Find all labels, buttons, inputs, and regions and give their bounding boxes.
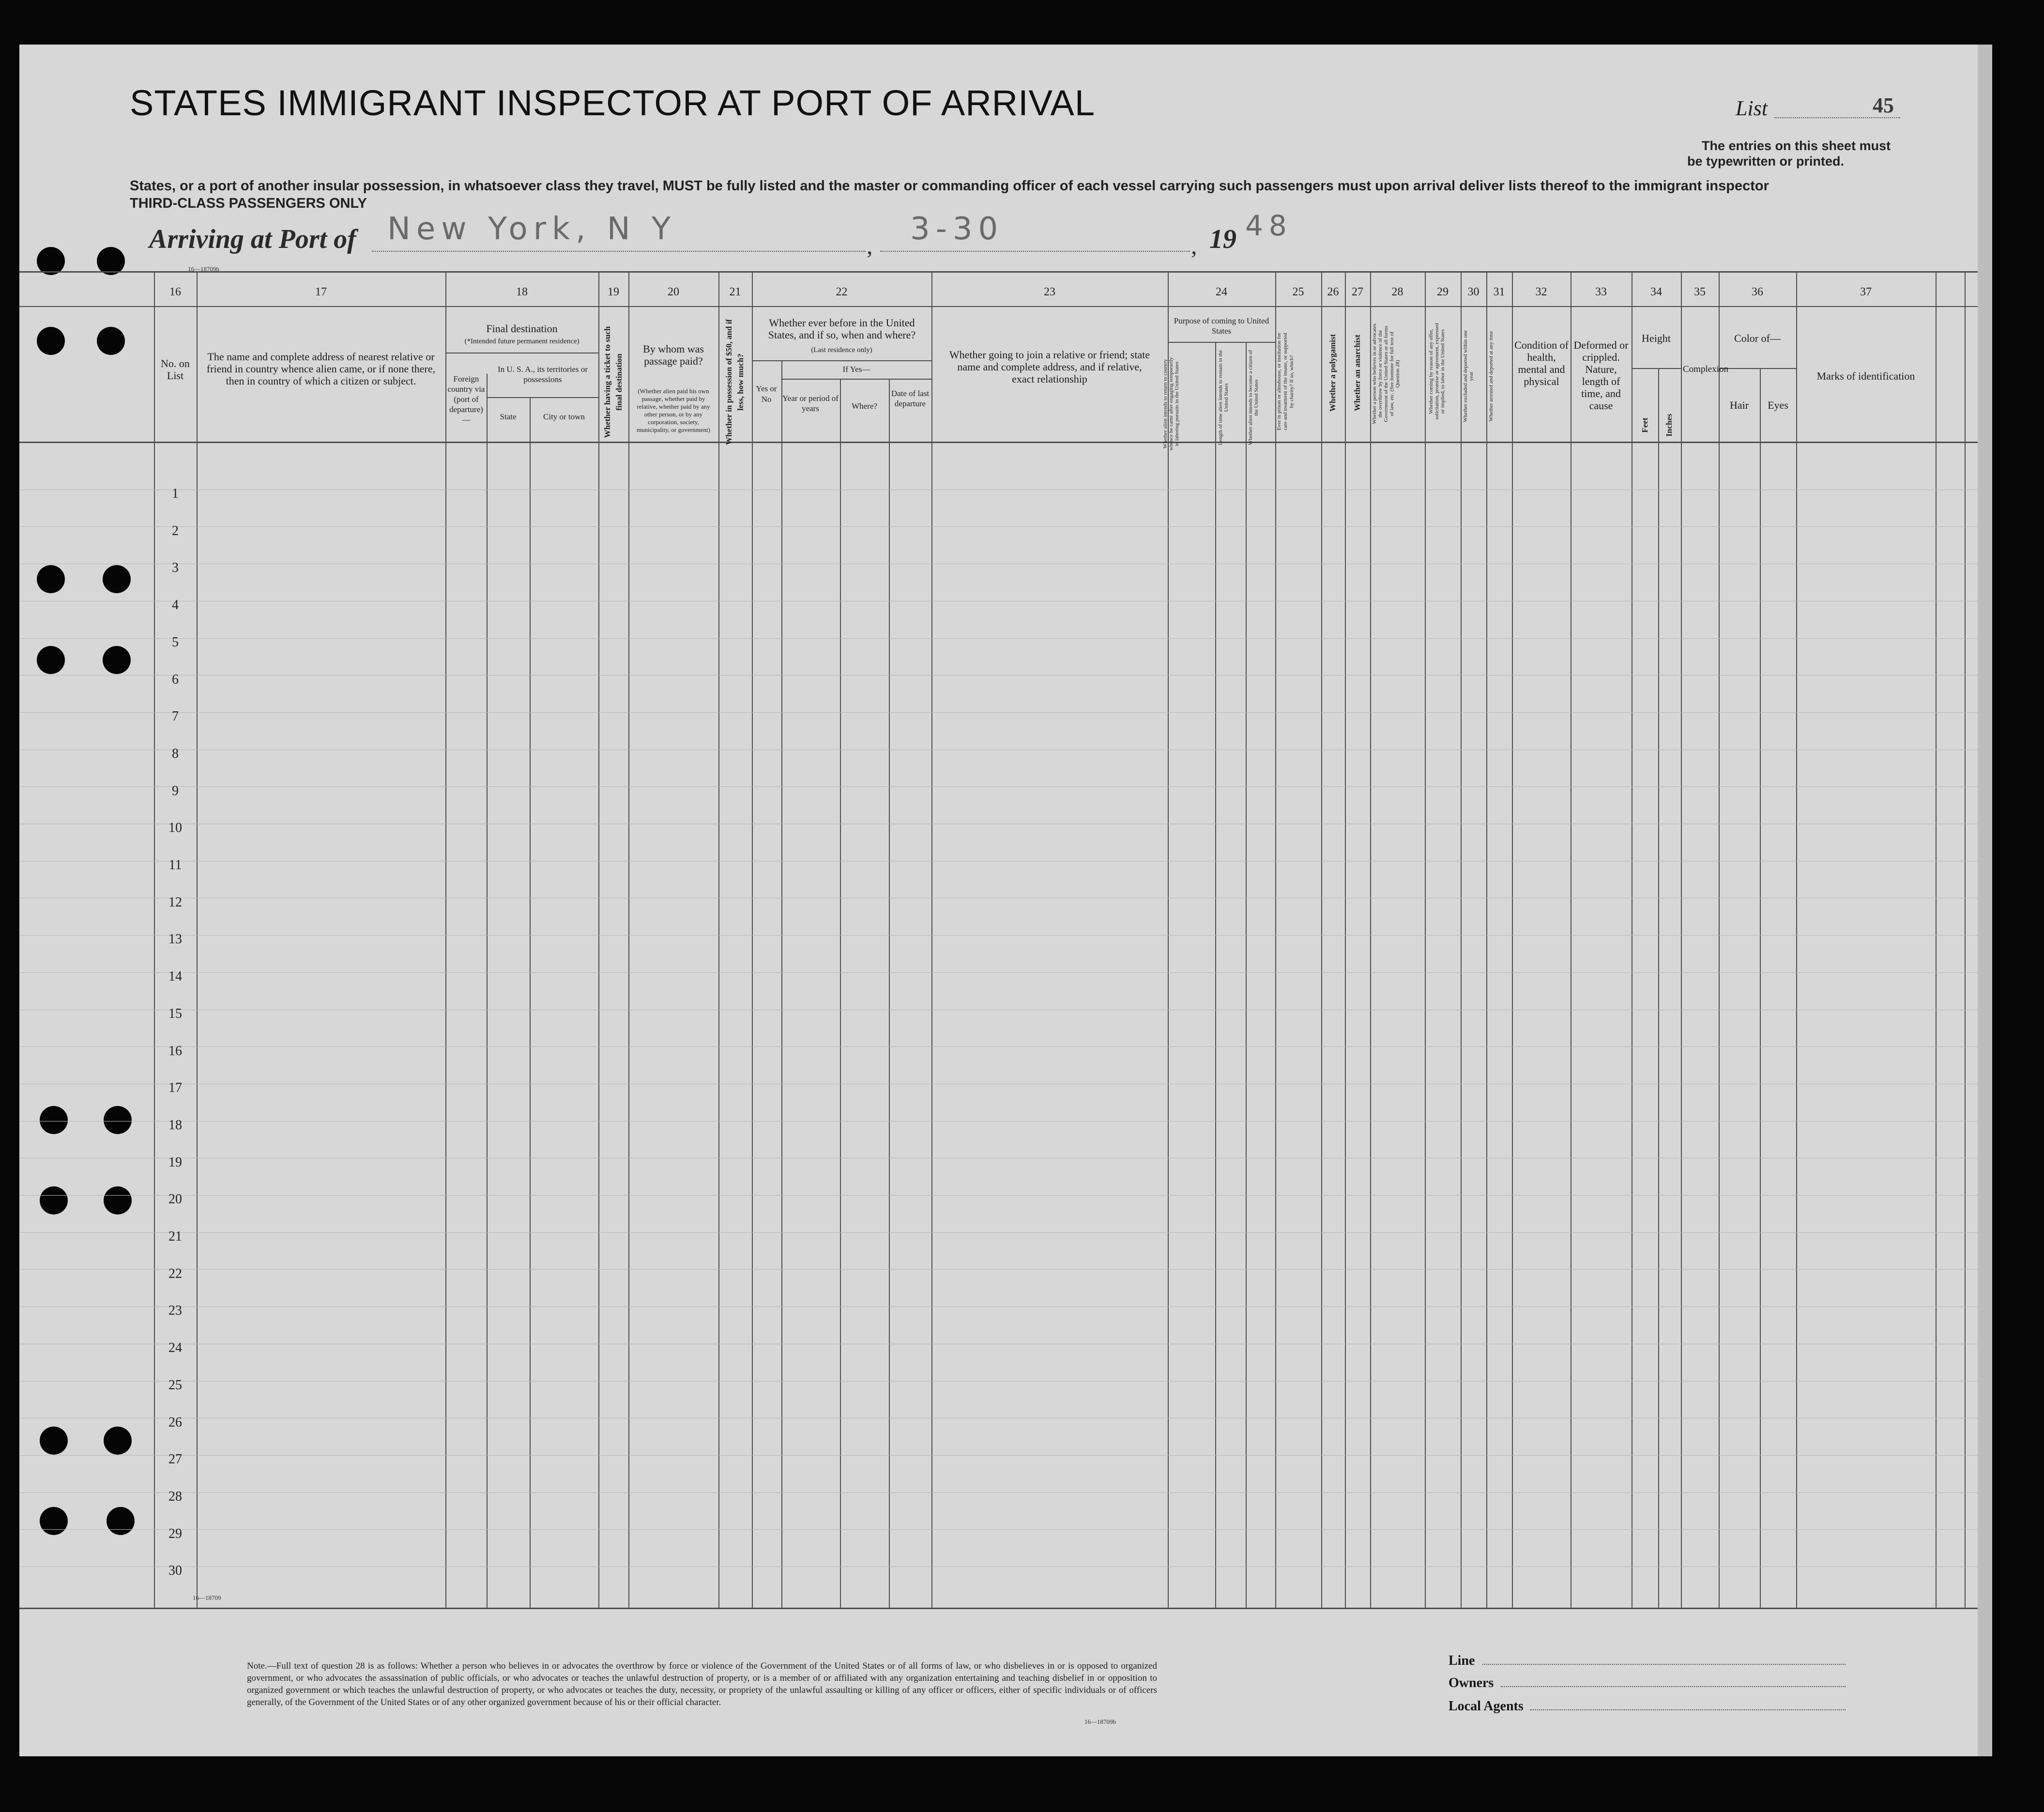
punch-hole — [40, 1427, 68, 1455]
column-number: 26 — [1327, 286, 1339, 298]
column-divider — [752, 271, 753, 1608]
column-number: 37 — [1860, 286, 1872, 298]
header-health: Condition of health, mental and physical — [1514, 339, 1569, 387]
column-number: 31 — [1493, 286, 1505, 298]
subheader-line — [1632, 368, 1681, 369]
owners-field[interactable] — [1501, 1686, 1846, 1687]
column-divider — [1425, 271, 1426, 1608]
local-agents-label: Local Agents — [1449, 1699, 1524, 1714]
form-sheet — [19, 45, 1992, 1756]
row-number: 8 — [172, 746, 179, 761]
column-number: 29 — [1437, 286, 1449, 298]
row-guide-line — [19, 1232, 1978, 1233]
list-number: 45 — [1873, 93, 1894, 117]
row-guide-line — [19, 1195, 1978, 1196]
row-guide-line — [19, 972, 1978, 973]
comma: , — [1191, 232, 1197, 259]
row-number: 11 — [168, 858, 182, 873]
header-ever-before-in-us: Whether ever before in the United States, and if so, when and where? — [768, 317, 916, 341]
column-number: 35 — [1694, 286, 1706, 298]
header-height: Height — [1642, 332, 1671, 344]
header-color-of: Color of— — [1734, 332, 1781, 344]
column-number: 33 — [1595, 286, 1607, 298]
header-polygamist: Whether a polygamist — [1328, 334, 1337, 412]
port-handwritten: New York, N Y — [387, 211, 677, 247]
row-number: 28 — [168, 1489, 182, 1504]
header-foreign-country: Foreign country via (port of departure)— — [447, 374, 485, 424]
punch-hole — [103, 565, 131, 593]
row-number: 16 — [168, 1043, 182, 1059]
header-feet: Feet — [1640, 417, 1649, 433]
header-purpose: Purpose of coming to United States — [1174, 316, 1269, 336]
column-divider — [931, 271, 932, 1608]
column-number: 32 — [1535, 286, 1547, 298]
row-guide-line — [19, 786, 1978, 787]
column-divider — [628, 271, 629, 1608]
column-number: 24 — [1216, 286, 1227, 298]
table-top-border — [19, 271, 1978, 273]
column-divider — [840, 379, 841, 1608]
class-line: THIRD-CLASS PASSENGERS ONLY — [130, 196, 367, 211]
row-guide-line — [19, 712, 1978, 713]
header-marks: Marks of identification — [1816, 370, 1915, 382]
line-field[interactable] — [1482, 1664, 1846, 1665]
row-number: 1 — [172, 486, 179, 501]
column-number: 17 — [315, 286, 327, 298]
punch-hole — [37, 327, 65, 355]
row-number: 2 — [172, 523, 179, 538]
row-number: 19 — [168, 1154, 182, 1170]
column-divider — [1461, 271, 1462, 1608]
header-complexion: Complexion — [1683, 364, 1728, 374]
punch-hole — [40, 1106, 68, 1134]
form-code-top: 16—18709b — [188, 265, 219, 273]
row-number: 15 — [168, 1006, 182, 1021]
port-line — [372, 251, 866, 252]
punch-hole — [37, 646, 65, 674]
header-where: Where? — [852, 401, 877, 411]
punch-hole — [40, 1507, 68, 1535]
header-state: State — [500, 412, 517, 421]
column-divider — [530, 397, 531, 1608]
header-hair: Hair — [1729, 399, 1749, 411]
row-number: 25 — [168, 1377, 182, 1393]
row-number: 23 — [168, 1303, 182, 1319]
table-bottom-border — [19, 1608, 1978, 1609]
row-number: 4 — [172, 598, 179, 613]
question-28-note: Note.—Full text of question 28 is as follows: Whether a person who believes in or advocates the overthrow by force or violence of the Government of the United States or of all forms of law, or who disbelieves in or is opposed to organized government, or who advocates the assassination of public officials, or who advocates or teaches the unlawful destruction of property, or is a member of or affiliated with any organization entertaining and teaching disbelief in or opposition to organized government or which teaches the unlawful destruction of property, or who advocates or teaches the duty, necessity, or propriety of the unlawful assaulting or killing of any officer or officers, either of specific individuals or of officers generally, of the Government of the United States or of any other organized government because of his or their official character. — [247, 1661, 1157, 1707]
header-prison: Ever in prison or almshouse, or institution for care and treatment of the insane, or supported by charity? If so, which? — [1276, 333, 1295, 430]
row-number: 5 — [172, 634, 179, 650]
row-number: 9 — [172, 783, 179, 799]
column-divider — [1486, 271, 1487, 1608]
column-divider — [1719, 271, 1720, 1608]
punch-hole — [104, 1427, 132, 1455]
note-form-code: 16—18709b — [1084, 1718, 1116, 1725]
column-number: 19 — [608, 286, 619, 298]
header-city: City or town — [543, 412, 585, 421]
form-title: STATES IMMIGRANT INSPECTOR AT PORT OF ARRIVAL — [130, 83, 1096, 123]
subheader-line — [781, 379, 931, 380]
header-anarchist: Whether an anarchist — [1353, 334, 1362, 412]
list-label: List — [1736, 96, 1768, 120]
row-number: 29 — [168, 1526, 182, 1541]
typewritten-note: The entries on this sheet must — [1702, 138, 1891, 153]
header-passage-paid-sub: (Whether alien paid his own passage, whether paid by relative, whether paid by any other person, or by any corporation, society, municipality, or government) — [637, 387, 710, 433]
row-guide-line — [19, 1269, 1978, 1270]
subheader-line — [1168, 342, 1275, 343]
column-divider — [154, 271, 155, 1608]
punch-hole — [37, 565, 65, 593]
header-yes-no: Yes or No — [756, 384, 777, 404]
header-purpose-length: Length of time alien intends to remain in the United States — [1218, 350, 1229, 445]
header-labor-offer: Whether coming by reason of any offer, solicitation, promise or agreement, expressed or implied, to labor in the United States — [1428, 323, 1446, 420]
header-relative-address: The name and complete address of nearest relative or friend in country whence alien came, or if none there, then in country of which a citizen or subject. — [206, 351, 436, 387]
column-divider — [889, 379, 890, 1608]
header-passage-paid: By whom was passage paid? — [643, 343, 704, 367]
column-number: 18 — [516, 286, 528, 298]
column-number: 16 — [169, 286, 181, 298]
column-divider — [1321, 271, 1322, 1608]
date-line — [880, 251, 1190, 252]
column-number: 28 — [1391, 286, 1403, 298]
row-guide-line — [19, 1381, 1978, 1382]
column-divider — [197, 271, 198, 1608]
row-number: 30 — [168, 1563, 182, 1579]
row-guide-line — [19, 1455, 1978, 1456]
row-guide-line — [19, 1492, 1978, 1493]
row-number: 6 — [172, 672, 179, 687]
header-final-destination-sub: (*Intended future permanent residence) — [464, 338, 580, 345]
column-divider — [1965, 271, 1966, 1608]
header-numbers-border — [19, 306, 1978, 307]
header-bottom-border — [19, 442, 1978, 443]
row-guide-line — [19, 935, 1978, 936]
column-divider — [445, 271, 446, 1608]
column-number: 21 — [729, 286, 741, 298]
typewritten-note: be typewritten or printed. — [1687, 154, 1845, 169]
date-handwritten: 3-30 — [910, 211, 1004, 247]
header-ticket: Whether having a ticket to such final destination — [603, 326, 624, 438]
header-fifty-dollars: Whether in possession of $50, and if less, how much? — [724, 319, 745, 445]
header-last-residence: (Last residence only) — [811, 346, 872, 354]
punch-hole — [107, 1507, 135, 1535]
row-number: 26 — [168, 1414, 182, 1430]
row-number: 27 — [168, 1452, 182, 1467]
row-number: 20 — [168, 1192, 182, 1207]
column-divider — [781, 360, 782, 1608]
column-divider — [1760, 368, 1761, 1608]
column-divider — [1936, 271, 1937, 1608]
column-divider — [1796, 271, 1797, 1608]
row-number: 18 — [168, 1117, 182, 1133]
row-number: 17 — [168, 1080, 182, 1096]
column-divider — [1658, 368, 1659, 1608]
local-agents-field[interactable] — [1530, 1709, 1846, 1710]
column-number: 22 — [836, 286, 848, 298]
punch-hole — [40, 1186, 68, 1214]
header-question-28: Whether a person who believes in or advocates the overthrow by force or violence of the Government of the United States or all forms of law, etc. (See footnote for full text of Question 28) — [1372, 323, 1401, 424]
column-divider — [718, 271, 719, 1608]
column-number: 34 — [1650, 286, 1662, 298]
header-going-to-join: Whether going to join a relative or friend; state name and complete address, and if relative, exact relationship — [949, 349, 1150, 385]
column-divider — [487, 374, 488, 1608]
row-guide-line — [19, 1529, 1978, 1530]
header-if-yes: If Yes— — [842, 365, 870, 374]
form-instructions: States, or a port of another insular possession, in whatsoever class they travel, MUST be fully listed and the master or commanding officer of each vessel carrying such passengers must upon arrival deliver lists thereof to the immigrant inspector — [130, 178, 1769, 194]
row-number: 14 — [168, 969, 182, 984]
punch-hole — [97, 327, 125, 355]
comma: , — [867, 232, 873, 259]
row-number: 13 — [168, 932, 182, 947]
sheet-edge-shadow — [1978, 45, 1992, 1756]
header-year-period: Year or period of years — [782, 394, 839, 413]
line-label: Line — [1449, 1653, 1475, 1668]
row-guide-line — [19, 526, 1978, 527]
form-code-bottom: 16—18709 — [193, 1594, 221, 1601]
column-number: 20 — [668, 286, 679, 298]
row-number: 10 — [168, 820, 182, 836]
year-handwritten: 48 — [1245, 209, 1293, 242]
row-number: 3 — [172, 560, 179, 576]
row-guide-line — [19, 1566, 1978, 1567]
column-divider — [1345, 271, 1346, 1608]
punch-hole — [104, 1106, 132, 1134]
column-divider — [1370, 271, 1371, 1608]
column-number: 30 — [1467, 286, 1480, 298]
header-excluded-deported: Whether excluded and deported within one year — [1463, 330, 1474, 422]
column-divider — [1168, 271, 1169, 1608]
header-in-usa: In U. S. A., its territories or possessions — [497, 365, 588, 384]
subheader-line — [752, 360, 931, 361]
row-guide-line — [19, 638, 1978, 639]
arriving-label: Arriving at Port of — [149, 224, 356, 254]
year-prefix: 19 — [1209, 224, 1236, 254]
header-purpose-citizen: Whether alien intends to become a citizen of the United States — [1248, 350, 1259, 445]
column-divider — [1512, 271, 1513, 1608]
row-number: 22 — [168, 1266, 182, 1281]
header-arrested-deported: Whether arrested and deported at any time — [1488, 331, 1494, 422]
subheader-line — [487, 397, 598, 398]
header-deformed: Deformed or crippled. Nature, length of time, and cause — [1573, 339, 1629, 412]
column-divider — [1275, 271, 1276, 1608]
header-eyes: Eyes — [1768, 399, 1788, 411]
row-number: 24 — [168, 1340, 182, 1356]
row-number: 7 — [172, 709, 179, 724]
row-guide-line — [19, 675, 1978, 676]
row-number: 12 — [168, 894, 182, 910]
header-purpose-return: Whether alien intends to return to country whence he came after engaging temporarily in laboring pursuits in the United States — [1162, 357, 1180, 451]
punch-hole — [104, 1186, 132, 1214]
column-divider — [598, 271, 599, 1608]
punch-hole — [103, 646, 131, 674]
subheader-line — [1719, 368, 1796, 369]
row-guide-line — [19, 1306, 1978, 1307]
column-number: 23 — [1044, 286, 1055, 298]
header-date-departure: Date of last departure — [891, 389, 930, 408]
column-divider — [1681, 271, 1682, 1608]
header-final-destination: Final destination — [486, 322, 558, 335]
column-number: 25 — [1292, 286, 1304, 298]
header-no-on-list: No. on List — [161, 357, 190, 382]
column-number: 27 — [1352, 286, 1363, 298]
column-number: 36 — [1752, 286, 1763, 298]
row-guide-line — [19, 1046, 1978, 1047]
owners-label: Owners — [1449, 1675, 1494, 1690]
row-number: 21 — [168, 1229, 182, 1244]
header-inches: Inches — [1664, 414, 1674, 437]
